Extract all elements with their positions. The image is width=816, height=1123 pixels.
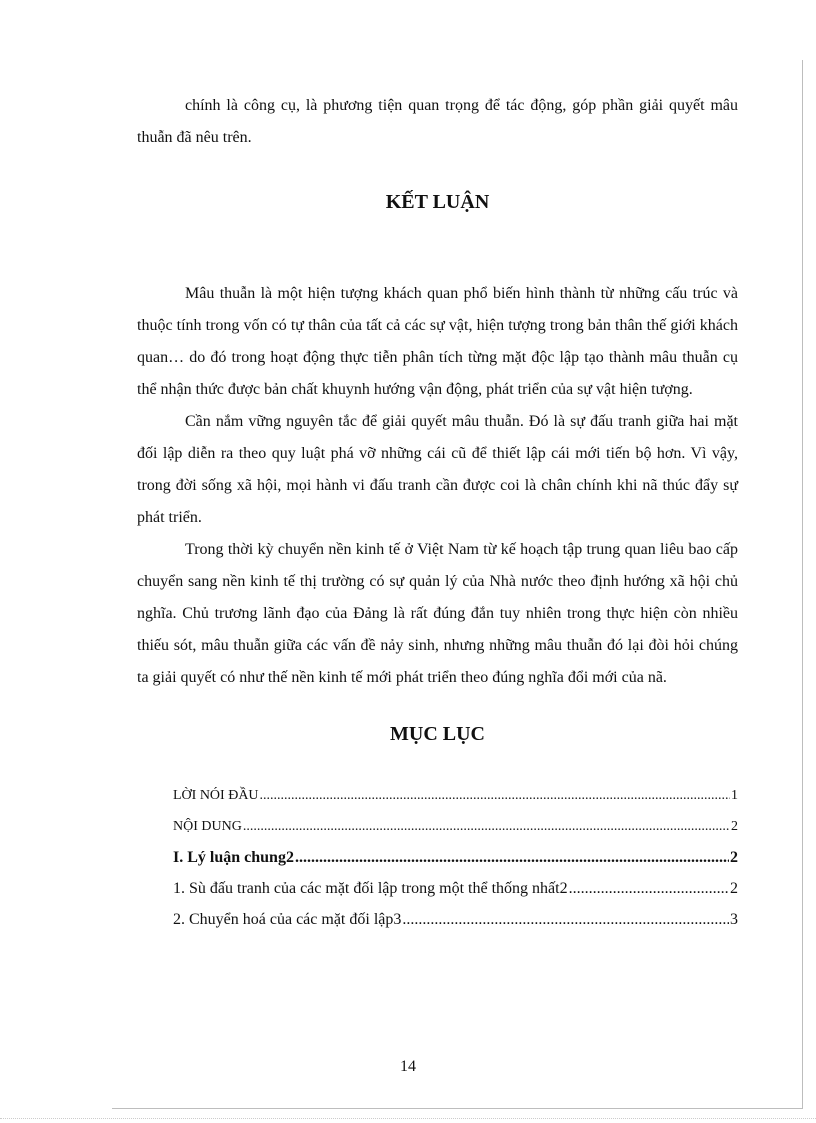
toc-entry-page: 2 — [730, 849, 738, 866]
conclusion-heading: KẾT LUẬN — [385, 191, 490, 213]
page-number: 14 — [400, 1058, 416, 1075]
toc-dot-leader — [295, 842, 729, 873]
conclusion-paragraph-3: Trong thời kỳ chuyển nền kinh tế ở Việt Nam từ kế hoạch tập trung quan liêu bao cấp chuyển sang nền kinh tế thị trường có sự quản lý của Nhà nước theo định hướng xã hội chủ nghĩa. Chủ trương lãnh đạo của Đảng là rất đúng đắn tuy nhiên trong thực hiện còn nhiều thiếu sót, mâu thuẫn giữa các vấn đề nảy sinh, nhưng những mâu thuẫn đó lại đòi hỏi chúng ta giải quyết có như thế nền kinh tế mới phát triển theo đúng nghĩa đổi mới của nã. — [137, 541, 738, 686]
toc-entry-dau-tranh[interactable] — [173, 873, 738, 904]
conclusion-paragraph-2: Cần nắm vững nguyên tắc để giải quyết mâu thuẫn. Đó là sự đấu tranh giữa hai mặt đối lập diễn ra theo quy luật phá vỡ những cái cũ để thiết lập cái mới tiến bộ hơn. Vì vậy, trong đời sống xã hội, mọi hành vi đấu tranh cần được coi là chân chính khi nã thúc đẩy sự phát triển. — [137, 413, 738, 526]
intro-paragraph: chính là công cụ, là phương tiện quan trọng để tác động, góp phần giải quyết mâu thuẫn đã nêu trên. — [137, 97, 738, 146]
toc-entry-page: 2 — [730, 880, 738, 897]
toc-entry-title: 1. Sù đấu tranh của các mặt đối lập trong một thể thống nhất2 — [173, 880, 568, 897]
toc-dot-leader — [569, 873, 729, 904]
conclusion-section — [137, 278, 738, 694]
toc-entry-ly-luan-chung[interactable] — [173, 842, 738, 873]
toc-dot-leader — [260, 780, 730, 811]
toc-entry-page: 2 — [731, 819, 738, 834]
toc-entry-noi-dung[interactable] — [173, 811, 738, 842]
toc-entry-title: NỘI DUNG — [173, 819, 242, 834]
toc-entry-title: LỜI NÓI ĐẦU — [173, 788, 259, 803]
toc-entry-page: 1 — [731, 788, 738, 803]
toc-dot-leader — [402, 904, 729, 935]
toc-entry-title: I. Lý luận chung2 — [173, 849, 294, 866]
toc-entry-title: 2. Chuyển hoá của các mặt đối lập3 — [173, 911, 402, 928]
document-body — [137, 90, 738, 935]
toc-entry-chuyen-hoa[interactable] — [173, 904, 738, 935]
toc-heading: MỤC LỤC — [390, 723, 485, 745]
conclusion-paragraph-1: Mâu thuẫn là một hiện tượng khách quan phổ biến hình thành từ những cấu trúc và thuộc tính trong vốn có tự thân của tất cả các sự vật, hiện tượng trong bản thân thế giới khách quan… do đó trong hoạt động thực tiễn phân tích từng mặt độc lập tạo thành mâu thuẫn cụ thể nhận thức được bản chất khuynh hướng vận động, phát triển của sự vật hiện tượng. — [137, 285, 738, 398]
toc-entry-loi-noi-dau[interactable] — [173, 780, 738, 811]
table-of-contents — [137, 780, 738, 935]
toc-dot-leader — [243, 811, 730, 842]
toc-entry-page: 3 — [730, 911, 738, 928]
page-bottom-divider — [0, 1118, 816, 1119]
